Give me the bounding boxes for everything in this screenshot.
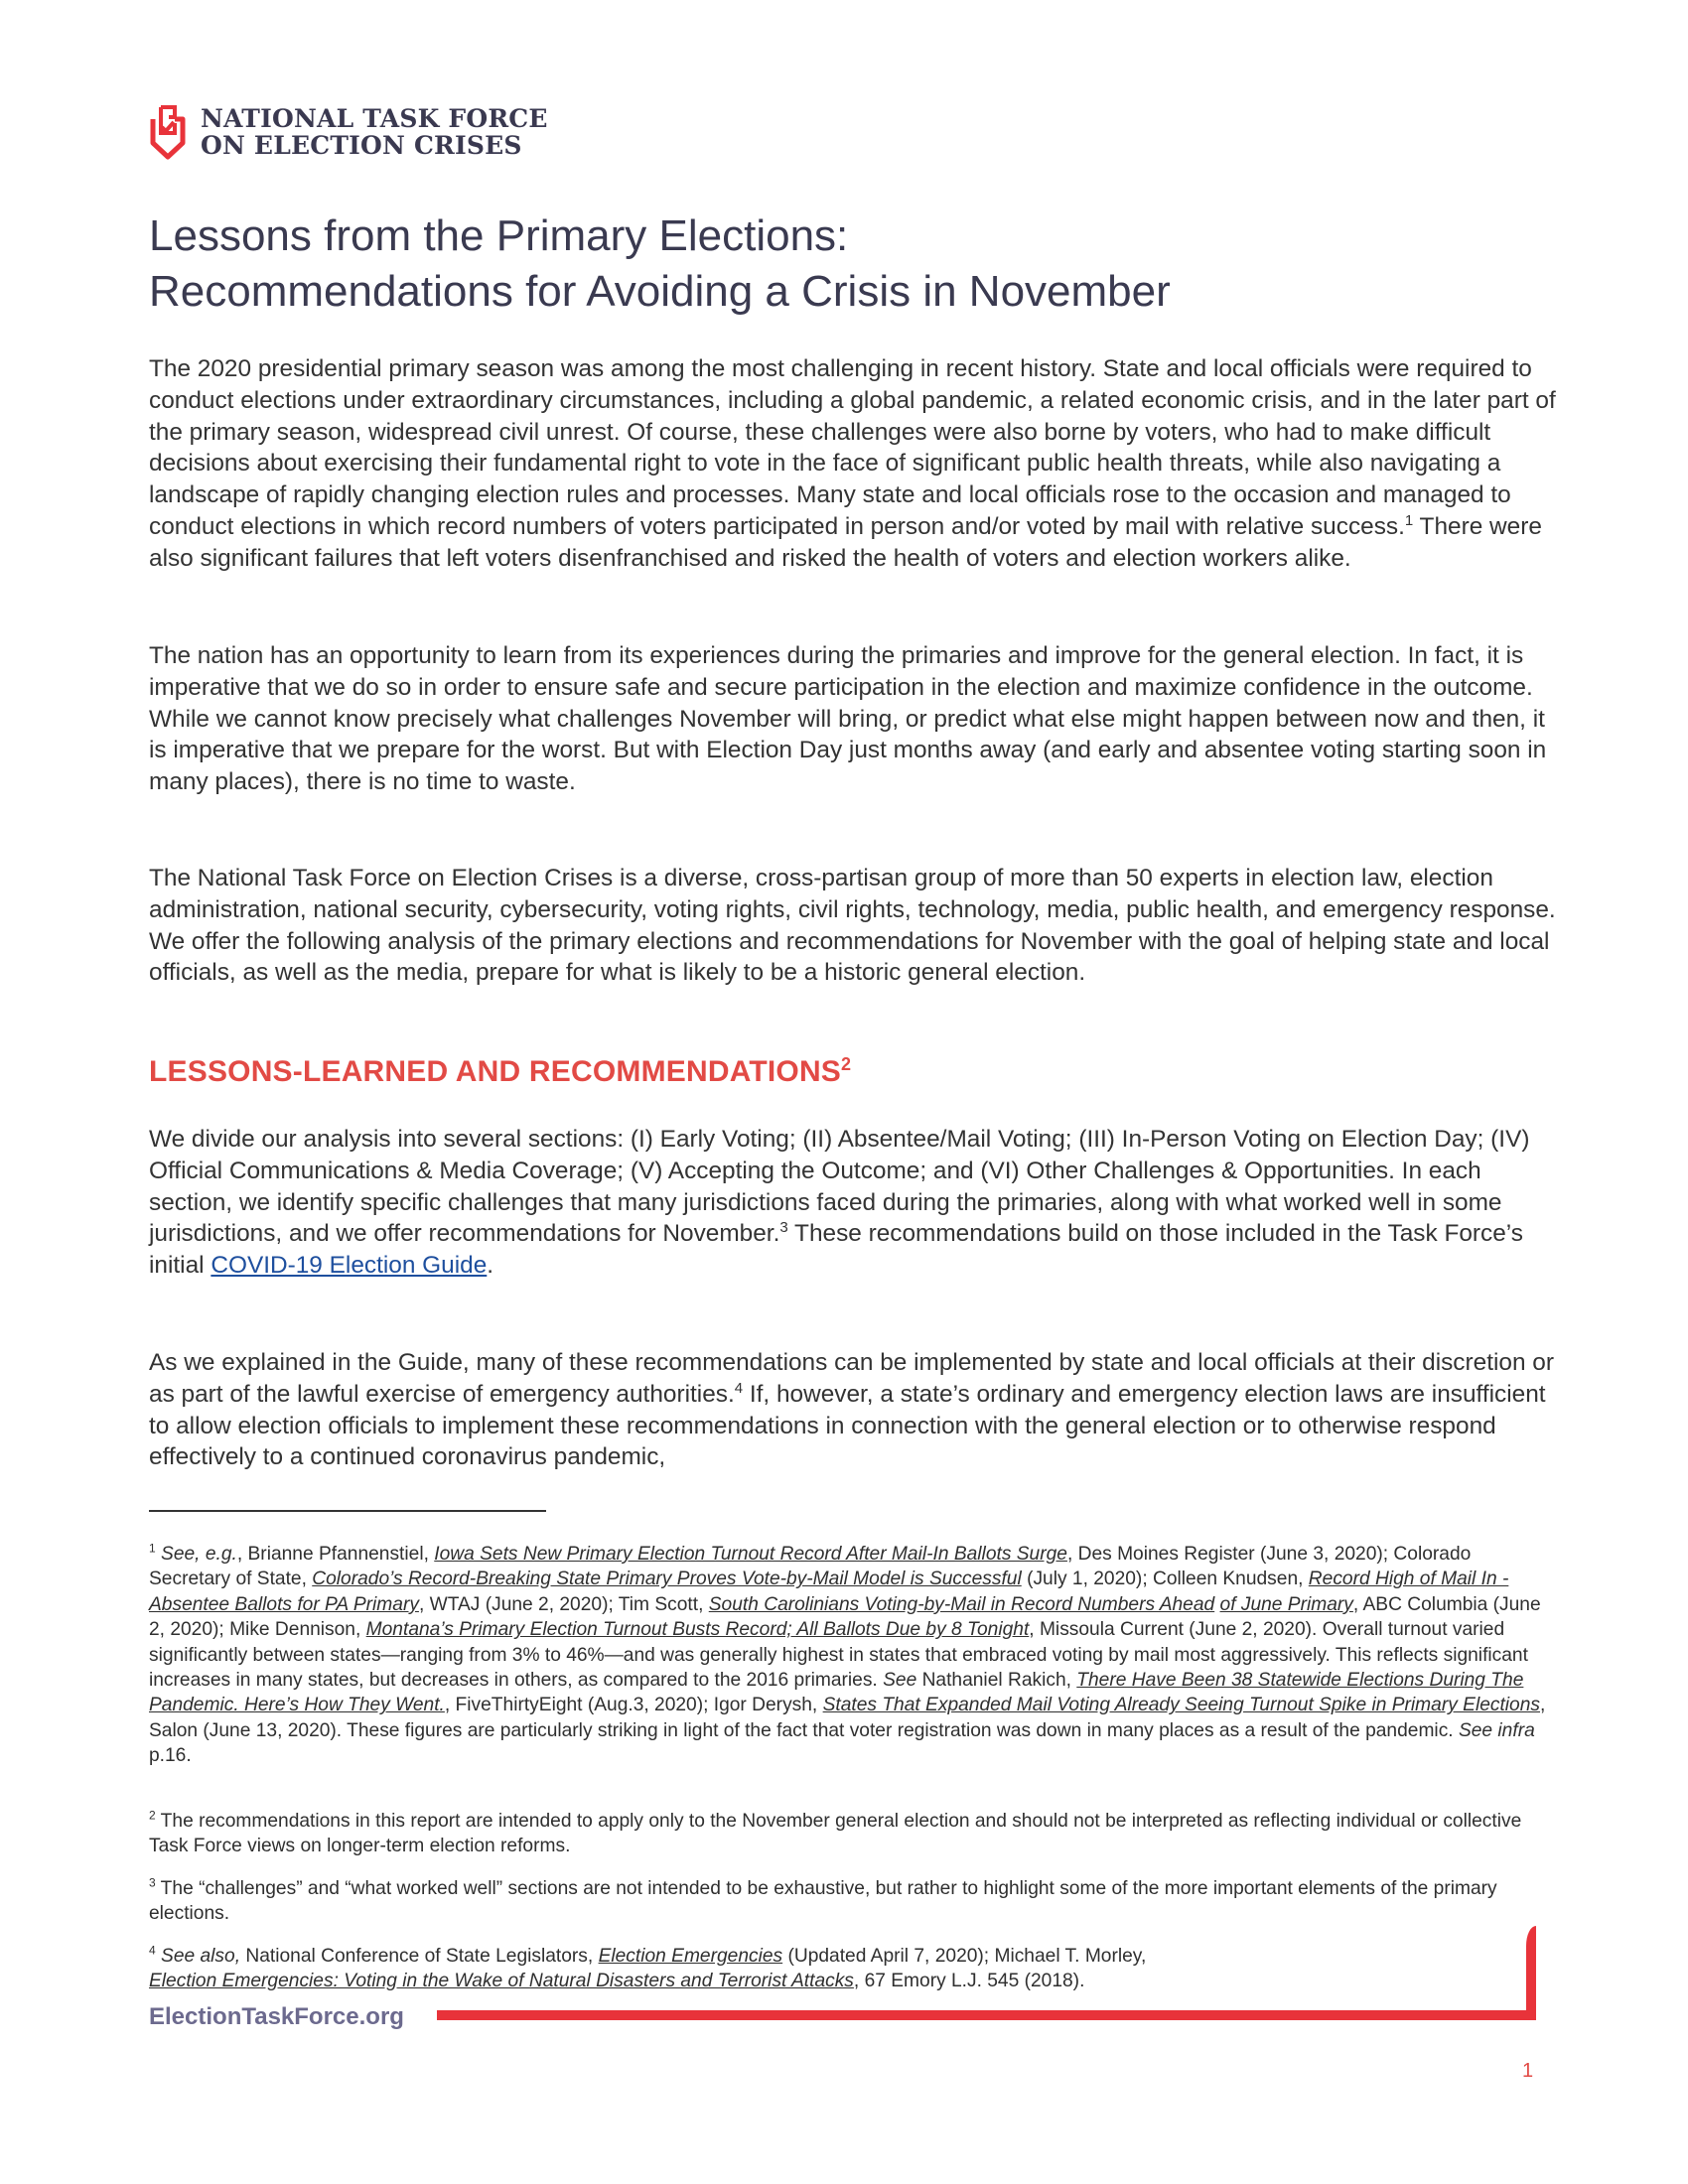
footnote-text: , ABC Columbia (June 2, 2020); Mike Dennison, [149, 1593, 1541, 1641]
footnote-text: , WTAJ (June 2, 2020); Tim Scott, [418, 1593, 709, 1615]
signal-text: See infra [1458, 1719, 1535, 1741]
footnote-4 [149, 1944, 1549, 1994]
citation-link[interactable]: Montana’s Primary Election Turnout Busts Record; All Ballots Due by 8 Tonight [365, 1619, 1030, 1641]
footnote-text: The recommendations in this report are intended to apply only to the November general election and should not be interpreted as reflecting individual or collective Task Force views on longer-term election reforms. [149, 1811, 1522, 1857]
footnote-text: , Brianne Pfannenstiel, [236, 1544, 435, 1565]
paragraph-text: The 2020 presidential primary season was among the most challenging in recent history. State and local officials were required to conduct elections under extraordinary circumstances, including a global pandemic, a related economic crisis, and in the later part of the primary season, widespread civil unrest. Of course, these challenges were also borne by voters, who had to make difficult decisions about exercising their fundamental right to vote in the face of significant public health threats, while also navigating a landscape of rapidly changing election rules and processes. Many state and local officials rose to the occasion and managed to conduct elections in which record numbers of voters participated in person and/or voted by mail with relative success. [149, 355, 1556, 540]
intro-paragraph-3: The National Task Force on Election Crises is a diverse, cross-partisan group of more than 50 experts in election law, election administration, national security, cybersecurity, voting rights, civil rights, technology, media, public health, and emergency response. We offer the following analysis of the primary elections and recommendations for November with the goal of helping state and local officials, as well as the media, prepare for what is likely to be a historic general election. [149, 865, 1556, 987]
paragraph-text: There were also significant failures that left voters disenfranchised and risked the health of voters and election workers alike. [149, 512, 1542, 572]
org-name-line2: ON ELECTION CRISES [201, 131, 522, 160]
footnote-ref-3[interactable]: 3 [779, 1219, 788, 1237]
footnote-text: National Conference of State Legislators, [240, 1946, 599, 1967]
citation-link[interactable]: South Carolinians Voting-by-Mail in Record Numbers Ahead [708, 1593, 1215, 1615]
citation-link[interactable]: Record High of Mail In - Absentee Ballots for PA Primary [149, 1569, 1509, 1615]
paragraph-text: We divide our analysis into several sections: (I) Early Voting; (II) Absentee/Mail Voting; (III) In-Person Voting on Election Day; (IV) Official Communications & Media Coverage; (V) Accepting the Outcome; and (VI) Other Challenges & Opportunities. In each section, we identify specific challenges that many jurisdictions faced during the primaries, along with what worked well in some jurisdictions, and we offer recommendations for November. [149, 1126, 1530, 1248]
footnote-text: (Updated April 7, 2020); Michael T. Morley, [782, 1946, 1147, 1967]
footnote-text: Nathaniel Rakich, [916, 1670, 1077, 1692]
footnote-divider [149, 1510, 546, 1512]
footnote-text: , Des Moines Register (June 3, 2020); Colorado Secretary of State, [149, 1544, 1472, 1590]
signal-text: See, e.g. [161, 1544, 237, 1565]
footer-website-link[interactable]: ElectionTaskForce.org [149, 2003, 404, 2030]
citation-link[interactable]: States That Expanded Mail Voting Already Seeing Turnout Spike in Primary Elections [822, 1695, 1540, 1716]
paragraph-text: If, however, a state’s ordinary and emergency election laws are insufficient to allow election officials to implement these recommendations in connection with the general election or to otherwise respond effectively to a continued coronavirus pandemic, [149, 1380, 1546, 1471]
ballot-shield-check-icon [147, 103, 189, 161]
citation-link[interactable]: Election Emergencies: Voting in the Wake of Natural Disasters and Terrorist Attacks [149, 1971, 854, 1992]
guide-paragraph [149, 1347, 1559, 1473]
footnote-ref-1[interactable]: 1 [1404, 511, 1414, 529]
signal-text: See also, [161, 1946, 241, 1967]
org-name [201, 105, 548, 159]
org-name-line1: NATIONAL TASK FORCE [201, 104, 548, 133]
footnote-ref-2[interactable]: 2 [841, 1054, 852, 1074]
footnote-text: (July 1, 2020); Colleen Knudsen, [1021, 1569, 1309, 1590]
footnote-text: , Salon (June 13, 2020). These figures are particularly striking in light of the fact that voter registration was down in many places as a result of the pandemic. [149, 1695, 1546, 1741]
footnote-text: , Missoula Current (June 2, 2020). Overall turnout varied significantly between states—ranging from 3% to 46%—and was generally highest in states that embraced voting by mail most aggressively. This reflects significant increases in many states, but decreases in others, as compared to the 2016 primaries. [149, 1619, 1528, 1692]
page-title [149, 208, 1171, 320]
page-number: 1 [1522, 2060, 1534, 2082]
footnote-3 [149, 1876, 1549, 1927]
citation-link[interactable]: Colorado’s Record-Breaking State Primary Proves Vote-by-Mail Model is Successful [312, 1569, 1022, 1590]
citation-link[interactable]: Election Emergencies [598, 1946, 783, 1967]
footer-accent-bar [437, 2010, 1536, 2020]
footnote-text: , 67 Emory L.J. 545 (2018). [853, 1971, 1085, 1992]
covid-election-guide-link[interactable]: COVID-19 Election Guide [211, 1252, 488, 1280]
footnote-1 [149, 1542, 1549, 1769]
citation-link[interactable]: There Have Been 38 Statewide Elections During The Pandemic. Here’s How They Went. [149, 1670, 1524, 1716]
footnote-text: , FiveThirtyEight (Aug.3, 2020); Igor Derysh, [444, 1695, 823, 1716]
title-line2: Recommendations for Avoiding a Crisis in November [149, 267, 1171, 316]
footnote-2 [149, 1809, 1549, 1859]
intro-paragraph-1 [149, 353, 1559, 575]
paragraph-text: These recommendations build on those included in the Task Force’s initial [149, 1220, 1523, 1280]
paragraph-text: . [487, 1252, 494, 1280]
intro-paragraph-2: The nation has an opportunity to learn from its experiences during the primaries and improve for the general election. In fact, it is imperative that we do so in order to ensure safe and secure participation in the election and maximize confidence in the outcome. While we cannot know precisely what challenges November will bring, or predict what else might happen between now and then, it is imperative that we prepare for the worst. But with Election Day just months away (and early and absentee voting starting soon in many places), there is no time to waste. [149, 642, 1547, 796]
sections-paragraph [149, 1124, 1559, 1282]
citation-link[interactable]: of June Primary [1219, 1593, 1353, 1615]
paragraph-text: As we explained in the Guide, many of these recommendations can be implemented by state and local officials at their discretion or as part of the lawful exercise of emergency authorities. [149, 1349, 1554, 1408]
footnote-number: 3 [149, 1875, 156, 1890]
section-heading [149, 1055, 851, 1089]
footnote-number: 2 [149, 1808, 156, 1823]
footnote-text: p.16. [149, 1745, 192, 1767]
signal-text: See [883, 1670, 917, 1692]
footnote-number: 4 [149, 1943, 156, 1958]
footnote-number: 1 [149, 1541, 156, 1556]
title-line1: Lessons from the Primary Elections: [149, 211, 849, 260]
footnote-ref-4[interactable]: 4 [734, 1379, 744, 1397]
section-heading-text: LESSONS-LEARNED AND RECOMMENDATIONS [149, 1055, 842, 1088]
footer-accent-vertical [1526, 1926, 1536, 2020]
org-logo [147, 103, 548, 161]
footnote-text: The “challenges” and “what worked well” sections are not intended to be exhaustive, but rather to highlight some of the more important elements of the primary elections. [149, 1878, 1497, 1925]
citation-link[interactable]: Iowa Sets New Primary Election Turnout Record After Mail-In Ballots Surge [434, 1544, 1067, 1565]
